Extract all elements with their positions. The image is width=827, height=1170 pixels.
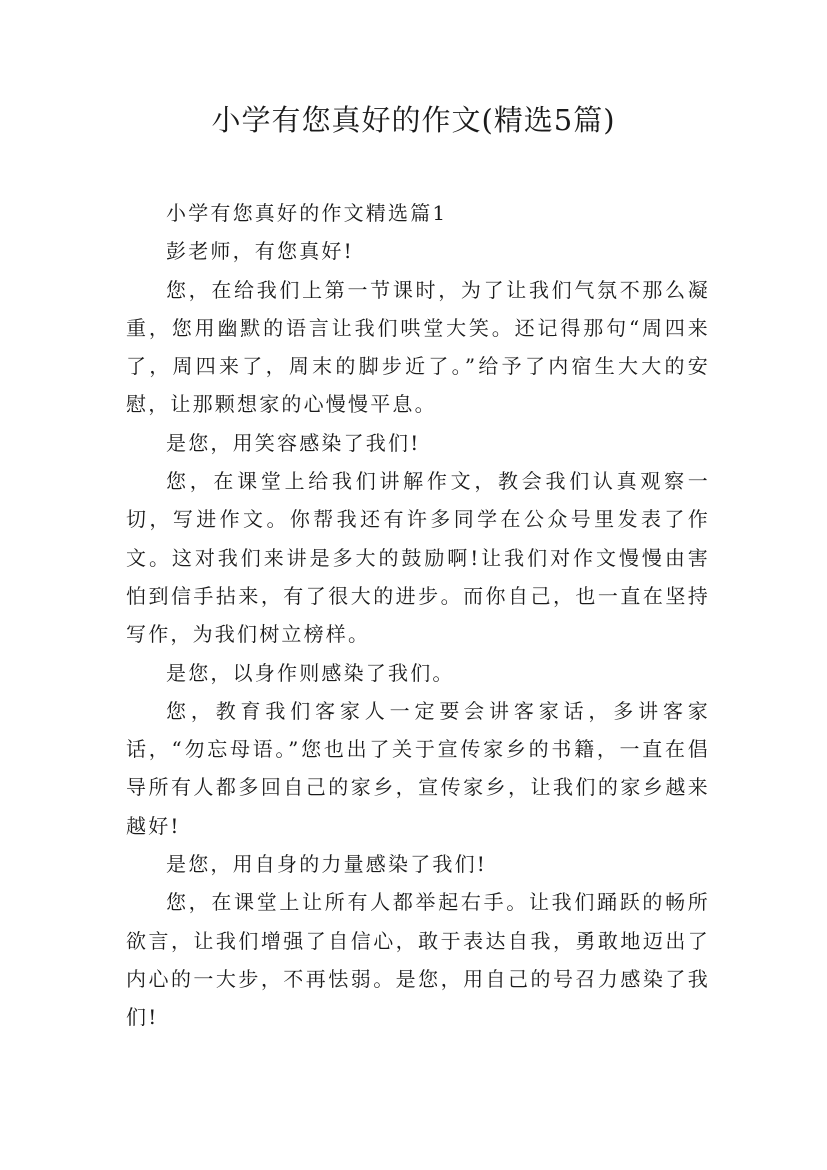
paragraph: 彭老师，有您真好!	[166, 239, 354, 264]
paragraph: 您，教育我们客家人一定要会讲客家话，多讲客家话，“勿忘母语。”您也出了关于宣传家乡的书籍，一直在倡导所有人都多回自己的家乡，宣传家乡，让我们的家乡越来越好!	[126, 698, 710, 838]
document-body	[126, 194, 710, 1037]
paragraph: 您，在课堂上给我们讲解作文，教会我们认真观察一切，写进作文。你帮我还有许多同学在公众号里发表了作文。这对我们来讲是多大的鼓励啊!让我们对作文慢慢由害怕到信手拈来，有了很大的进步。而你自己，也一直在坚持写作，为我们树立榜样。	[126, 469, 710, 647]
paragraph: 是您，用自身的力量感染了我们!	[166, 852, 488, 877]
paragraph: 是您，用笑容感染了我们!	[166, 430, 421, 455]
paragraph: 您，在课堂上让所有人都举起右手。让我们踊跃的畅所欲言，让我们增强了自信心，敢于表达自我，勇敢地迈出了内心的一大步，不再怯弱。是您，用自己的号召力感染了我们!	[126, 890, 710, 1030]
document-title: 小学有您真好的作文(精选5篇)	[211, 103, 616, 137]
paragraph: 是您，以身作则感染了我们。	[166, 660, 455, 685]
section-heading: 小学有您真好的作文精选篇1	[166, 201, 448, 225]
paragraph: 您，在给我们上第一节课时，为了让我们气氛不那么凝重，您用幽默的语言让我们哄堂大笑。还记得那句“周四来了，周四来了，周末的脚步近了。”给予了内宿生大大的安慰，让那颗想家的心慢慢平息。	[126, 277, 710, 417]
